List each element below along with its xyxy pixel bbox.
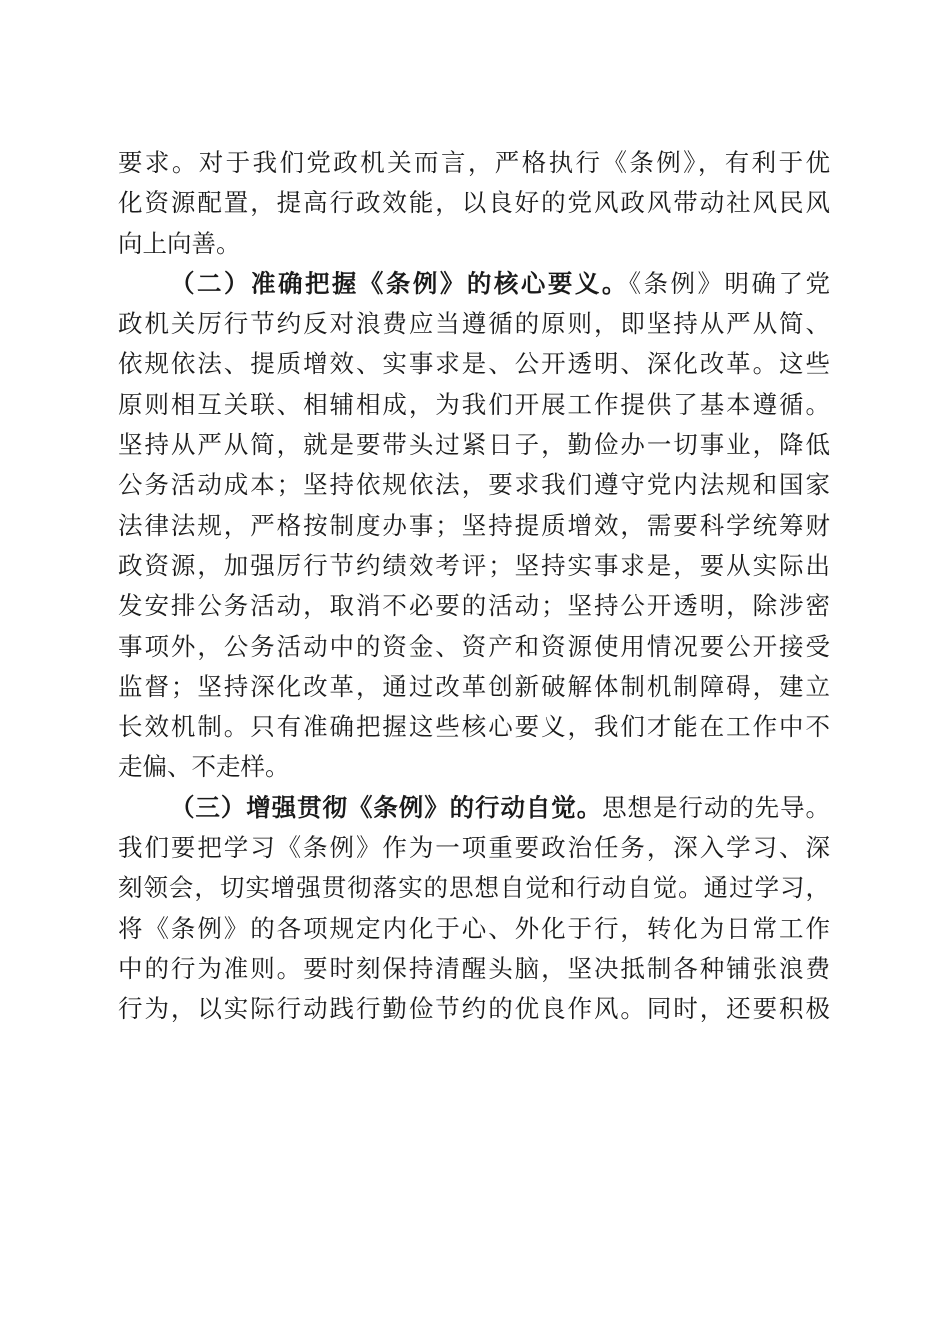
text-line: 向上向善。 xyxy=(118,228,241,258)
text-line: 公务活动成本；坚持依规依法，要求我们遵守党内法规和国家 xyxy=(118,470,830,500)
text-line: 政机关厉行节约反对浪费应当遵循的原则，即坚持从严从简、 xyxy=(118,309,830,339)
section-heading: （二）准确把握《条例》的核心要义。 xyxy=(170,268,629,298)
text-line: 事项外，公务活动中的资金、资产和资源使用情况要公开接受 xyxy=(118,631,830,661)
document-body xyxy=(118,143,830,1030)
text-line: 监督；坚持深化改革，通过改革创新破解体制机制障碍，建立 xyxy=(118,671,830,701)
text-line: 走偏、不走样。 xyxy=(118,752,290,782)
text-line: 化资源配置，提高行政效能，以良好的党风政风带动社风民风 xyxy=(118,188,830,218)
text-line: 中的行为准则。要时刻保持清醒头脑，坚决抵制各种铺张浪费 xyxy=(118,953,830,983)
text-line: 法律法规，严格按制度办事；坚持提质增效，需要科学统筹财 xyxy=(118,510,830,540)
text-line: 将《条例》的各项规定内化于心、外化于行，转化为日常工作 xyxy=(118,913,830,943)
text-line: 原则相互关联、相辅相成，为我们开展工作提供了基本遵循。 xyxy=(118,389,830,419)
text-fragment: 《条例》明确了党 xyxy=(628,268,831,298)
text-line: 行为，以实际行动践行勤俭节约的优良作风。同时，还要积极 xyxy=(118,994,830,1024)
text-line: 坚持从严从简，就是要带头过紧日子，勤俭办一切事业，降低 xyxy=(118,430,830,460)
text-line: 政资源，加强厉行节约绩效考评；坚持实事求是，要从实际出 xyxy=(118,550,830,580)
text-line: 发安排公务活动，取消不必要的活动；坚持公开透明，除涉密 xyxy=(118,591,830,621)
text-line: 刻领会，切实增强贯彻落实的思想自觉和行动自觉。通过学习， xyxy=(118,873,830,903)
section-heading-line xyxy=(118,788,830,828)
section-heading: （三）增强贯彻《条例》的行动自觉。 xyxy=(170,792,603,822)
text-line: 我们要把学习《条例》作为一项重要政治任务，深入学习、深 xyxy=(118,833,830,863)
text-line: 要求。对于我们党政机关而言，严格执行《条例》，有利于优 xyxy=(118,148,830,177)
text-line: 长效机制。只有准确把握这些核心要义，我们才能在工作中不 xyxy=(118,712,830,742)
section-heading-line xyxy=(118,264,830,304)
text-line: 依规依法、提质增效、实事求是、公开透明、深化改革。这些 xyxy=(118,349,830,379)
text-fragment: 思想是行动的先导。 xyxy=(602,792,830,822)
